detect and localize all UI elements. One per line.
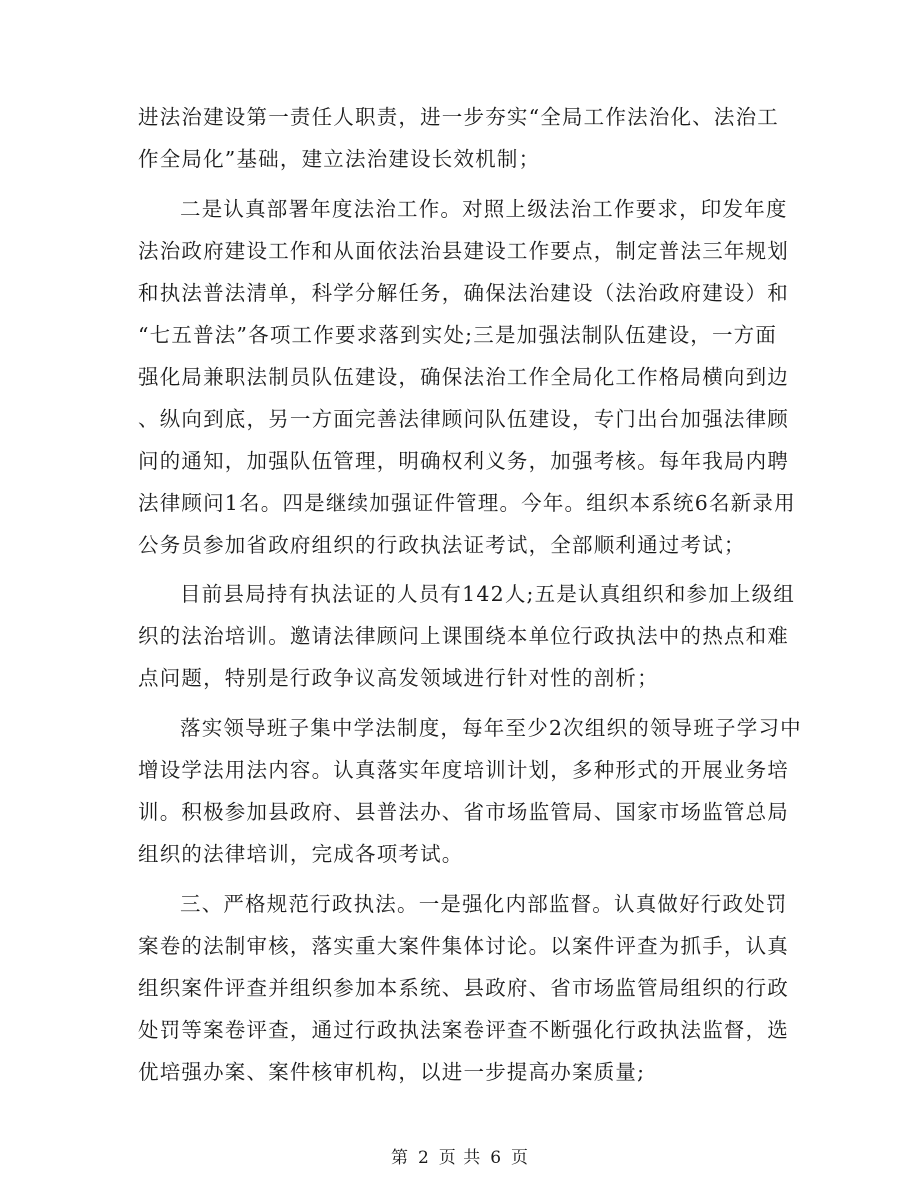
current-page-number: 2 (417, 1148, 430, 1168)
text-line-6: “七五普法”各项工作要求落到实处;三是加强法制队伍建设，一方面 (138, 323, 778, 347)
text-line-15: 落实领导班子集中学法制度，每年至少2次组织的领导班子学习中 (180, 716, 802, 740)
text-line-8: 、纵向到底，另一方面完善法律顾问队伍建设，专门出台加强法律顾 (138, 407, 789, 431)
text-line-20: 案卷的法制审核，落实重大案件集体讨论。以案件评查为抓手，认真 (138, 934, 789, 958)
text-line-7: 强化局兼职法制员队伍建设，确保法治工作全局化工作格局横向到边 (138, 365, 789, 389)
text-line-13: 织的法治培训。邀请法律顾问上课围绕本单位行政执法中的热点和难 (138, 624, 789, 648)
total-pages-number: 6 (490, 1148, 503, 1168)
footer-prefix: 第 (390, 1148, 409, 1168)
text-line-23: 优培强办案、案件核审机构，以进一步提高办案质量; (138, 1060, 646, 1084)
page-footer (0, 1146, 920, 1170)
text-line-12: 目前县局持有执法证的人员有142人;五是认真组织和参加上级组 (180, 582, 796, 606)
text-line-17: 训。积极参加县政府、县普法办、省市场监管局、国家市场监管总局 (138, 800, 789, 824)
text-line-21: 组织案件评查并组织参加本系统、县政府、省市场监管局组织的行政 (138, 976, 789, 1000)
text-line-16: 增设学法用法内容。认真落实年度培训计划，多种形式的开展业务培 (138, 758, 789, 782)
text-line-4: 法治政府建设工作和从面依法治县建设工作要点，制定普法三年规划 (138, 239, 789, 263)
footer-middle: 页 共 (438, 1148, 482, 1168)
text-line-18: 组织的法律培训，完成各项考试。 (138, 842, 464, 866)
text-line-14: 点问题，特别是行政争议高发领域进行针对性的剖析； (138, 666, 659, 690)
text-line-2: 作全局化”基础，建立法治建设长效机制； (138, 147, 541, 171)
text-line-11: 公务员参加省政府组织的行政执法证考试，全部顺利通过考试； (138, 533, 746, 557)
text-line-19: 三、严格规范行政执法。一是强化内部监督。认真做好行政处罚 (180, 892, 788, 916)
text-line-22: 处罚等案卷评查，通过行政执法案卷评查不断强化行政执法监督，选 (138, 1018, 789, 1042)
text-line-9: 问的通知，加强队伍管理，明确权利义务，加强考核。每年我局内聘 (138, 449, 789, 473)
text-line-1: 进法治建设第一责任人职责，进一步夯实“全局工作法治化、法治工 (138, 105, 779, 129)
text-line-5: 和执法普法清单，科学分解任务，确保法治建设（法治政府建设）和 (138, 281, 789, 305)
footer-suffix: 页 (511, 1148, 530, 1168)
text-line-3: 二是认真部署年度法治工作。对照上级法治工作要求，印发年度 (180, 197, 788, 221)
text-line-10: 法律顾问1名。四是继续加强证件管理。今年。组织本系统6名新录用 (138, 491, 796, 515)
